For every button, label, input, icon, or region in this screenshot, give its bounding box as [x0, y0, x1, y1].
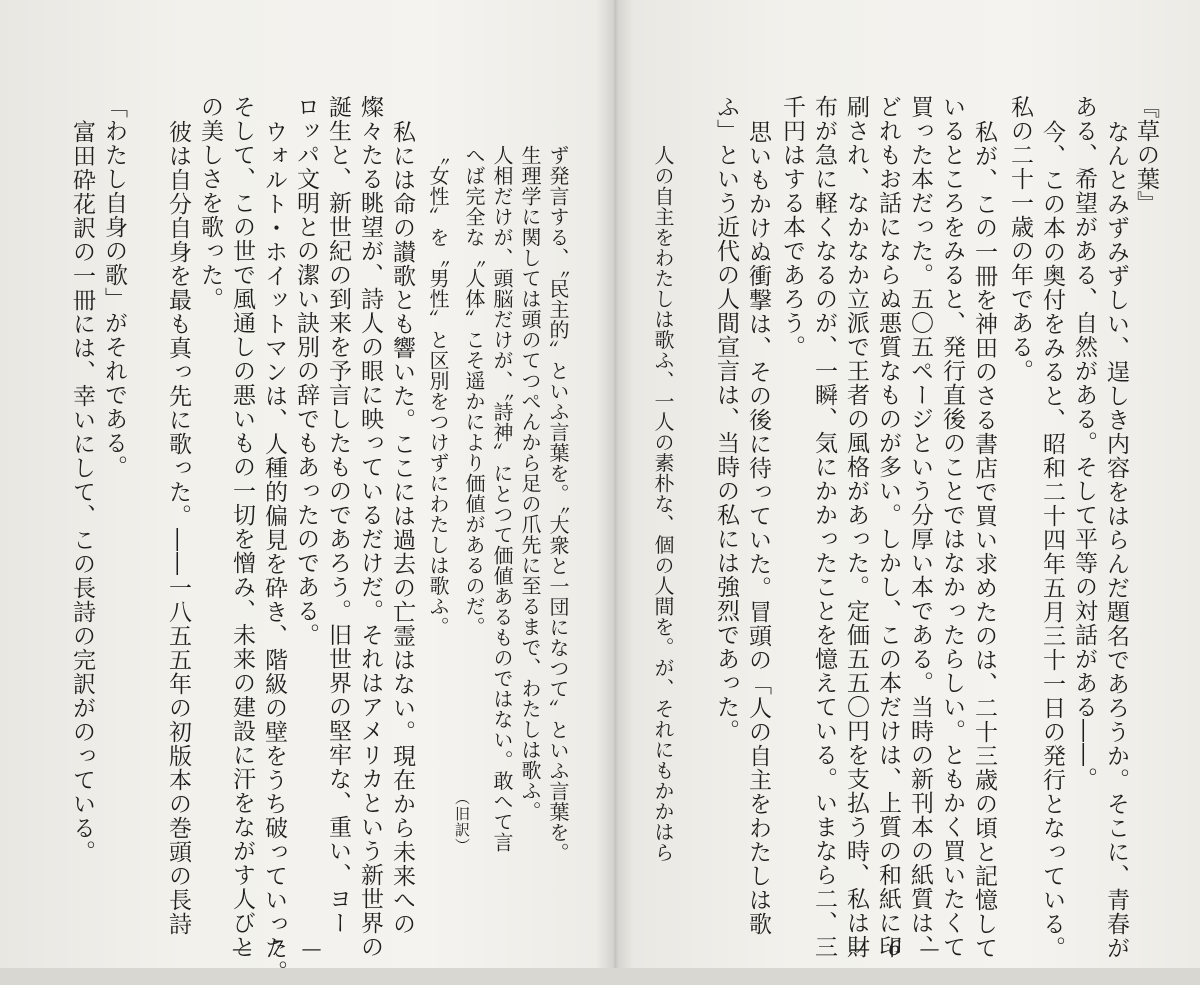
right-page-line: 刷され、なかなか立派で王者の風格があった。定価五五〇円を支払う時、私は財 [843, 95, 869, 959]
right-page-line: なんとみずみずしい、逞しき内容をはらんだ題名であろうか。そこに、青春が [1103, 120, 1129, 960]
right-page-line: 思いもかけぬ衝撃は、その後に待っていた。冒頭の「人の自主をわたしは歌 [745, 120, 771, 936]
page-number-right: — 6 — [850, 936, 946, 960]
right-page-line: 布が急に軽くなるのが、一瞬、気にかかったことを憶えている。いまなら二、三 [811, 95, 837, 959]
poem-line: 生理学に関しては頭のてつぺんから足の爪先に至るまで、わたしは歌ふ。 [518, 145, 542, 822]
poem-line: 人の自主をわたしは歌ふ、一人の素朴な、個の人間を。が、それにもかかはら [651, 145, 675, 863]
left-page-line: 誕生と、新世紀の到来を予言したものであろう。旧世界の堅牢な、重い、ヨー [325, 95, 351, 935]
left-page-line: 「わたし自身の歌」がそれである。 [101, 95, 127, 479]
right-page-line: 千円はする本であろう。 [779, 95, 805, 359]
poem-line: ず発言する、〝民主的〟といふ言葉を。〝大衆と一団になつて〟といふ言葉を。 [546, 145, 570, 863]
poem-source-note: （旧訳） [453, 790, 471, 854]
book-gutter [596, 0, 634, 968]
right-page-line: ある、希望がある、自然がある。そして平等の対話がある――。 [1071, 95, 1097, 791]
left-page-line: 燦々たる眺望が、詩人の眼に映っているだけだ。それはアメリカという新世界の [357, 95, 383, 959]
poem-line: へば完全な〝人体〟こそ遥かにより価値があるのだ。 [462, 145, 486, 637]
right-page-line: 『草の葉』 [1133, 95, 1159, 215]
right-page-line: 私の二十一歳の年である。 [1007, 95, 1033, 383]
poem-line: 人相だけが、頭脳だけが、〝詩神〟にとつて価値あるものではない。敢へて言 [490, 145, 514, 853]
left-page-line: 彼は自分自身を最も真っ先に歌った。――一八五五年の初版本の巻頭の長詩 [165, 120, 191, 936]
right-page-line: いるところをみると、発行直後のことではなかったらしい。ともかく買いたくて [939, 95, 965, 959]
left-page-line: 富田砕花訳の一冊には、幸いにして、この長詩の完訳がのっている。 [69, 120, 95, 864]
left-page-line: の美しさを歌った。 [197, 95, 223, 311]
right-page-line: 買った本だった。五〇五ページという分厚い本である。当時の新刊本の紙質は、 [907, 95, 933, 959]
right-page-line: 私が、この一冊を神田のさる書店で買い求めたのは、二十三歳の頃と記憶して [971, 120, 997, 960]
left-page-line: そして、この世で風通しの悪いもの一切を憎み、未来の建設に汗をながす人びと [229, 95, 255, 959]
right-page-line: ふ」という近代の人間宣言は、当時の私には強烈であった。 [713, 95, 739, 743]
poem-line: 〝女性〟を〝男性〟と区別をつけずにわたしは歌ふ。 [426, 145, 450, 637]
left-page-line: ウォルト・ホイットマンは、人種的偏見を砕き、階級の壁をうち破っていった。 [261, 120, 287, 984]
right-page-line: 今、この本の奥付をみると、昭和二十四年五月三十一日の発行となっている。 [1039, 120, 1065, 960]
left-page-line: 私には命の讃歌とも響いた。ここには過去の亡霊はない。現在から未来への [389, 120, 415, 936]
left-page-line: ロッパ文明との潔い訣別の辞でもあったのである。 [293, 95, 319, 647]
page-number-left: — 7 — [232, 936, 328, 960]
right-page-line: どれもお話にならぬ悪質なものが多い。しかし、この本だけは、上質の和紙に印 [875, 95, 901, 959]
